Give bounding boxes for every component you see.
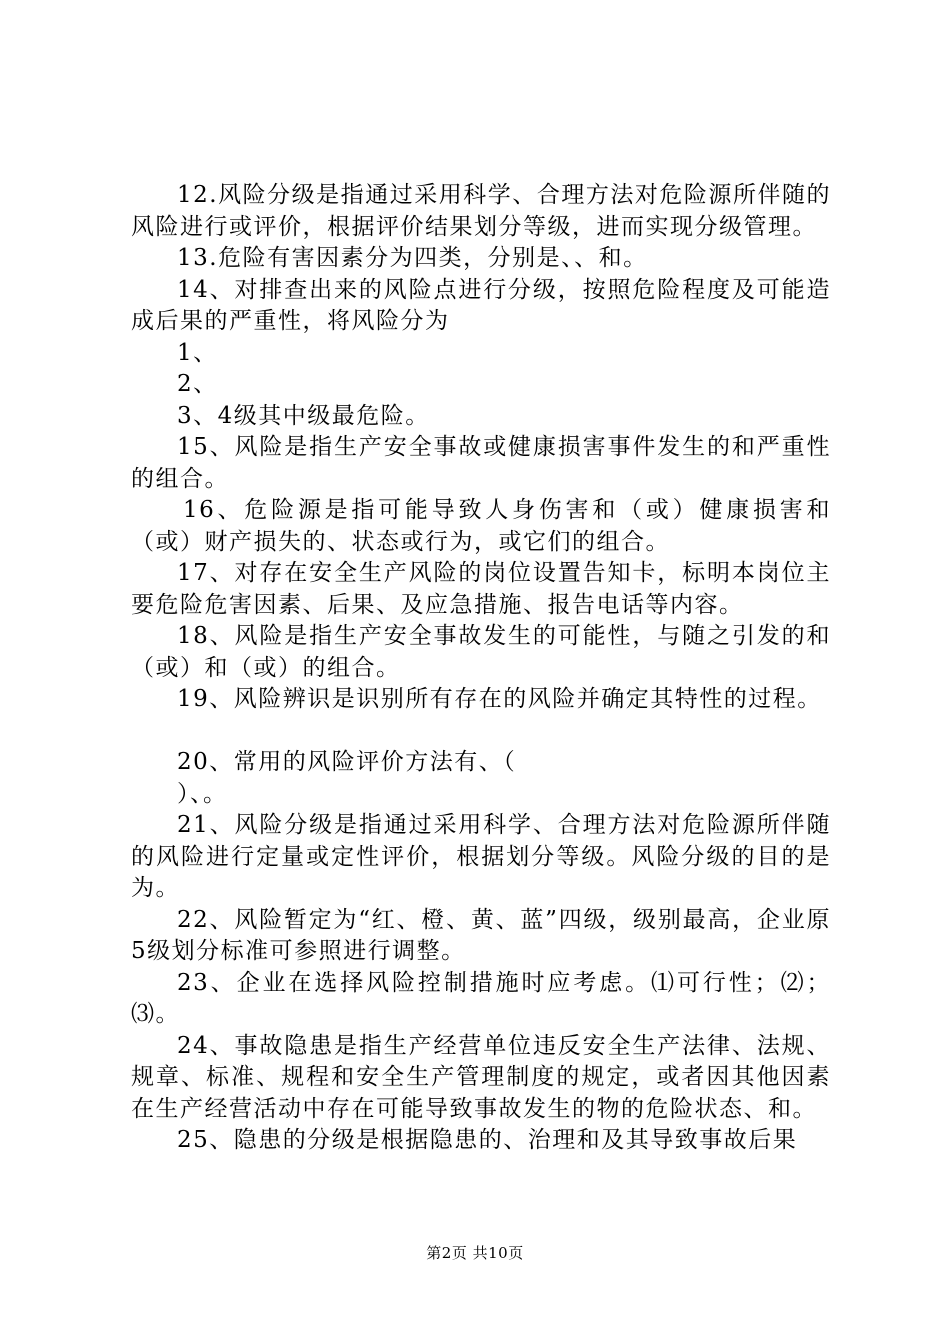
page-number-footer: 第2页 共10页 [426, 1244, 524, 1262]
paragraph-20-continued: ）、。 [177, 780, 228, 807]
paragraph-18: 18、风险是指生产安全事故发生的可能性，与随之引发的和（或）和（或）的组合。 [131, 623, 831, 681]
paragraph-25: 25、隐患的分级是根据隐患的、治理和及其导致事故后果 [177, 1127, 798, 1153]
document-body [131, 180, 831, 1157]
paragraph-14-item-1: 1、 [177, 339, 218, 366]
paragraph-14-item-2: 2、 [177, 371, 218, 397]
paragraph-12: 12.风险分级是指通过采用科学、合理方法对危险源所伴随的风险进行或评价，根据评价结果划分等级，进而实现分级管理。 [131, 182, 831, 240]
paragraph-19: 19、风险辨识是识别所有存在的风险并确定其特性的过程。 [177, 686, 822, 712]
paragraph-13: 13.危险有害因素分为四类，分别是、、和。 [177, 245, 648, 271]
paragraph-21: 21、风险分级是指通过采用科学、合理方法对危险源所伴随的风险进行定量或定性评价，根据划分等级。风险分级的目的是为。 [131, 812, 831, 901]
paragraph-24: 24、事故隐患是指生产经营单位违反安全生产法律、法规、规章、标准、规程和安全生产管理制度的规定，或者因其他因素在生产经营活动中存在可能导致事故发生的物的危险状态、和。 [131, 1032, 831, 1122]
paragraph-15: 15、风险是指生产安全事故或健康损害事件发生的和严重性的组合。 [131, 434, 831, 492]
paragraph-23: 23、企业在选择风险控制措施时应考虑。⑴可行性；⑵；⑶。 [131, 969, 831, 1027]
paragraph-16: 16、危险源是指可能导致人身伤害和（或）健康损害和（或）财产损失的、状态或行为，或它们的组合。 [131, 497, 831, 555]
paragraph-14: 14、对排查出来的风险点进行分级，按照危险程度及可能造成后果的严重性，将风险分为 [131, 276, 831, 334]
paragraph-20: 20、常用的风险评价方法有、（ [177, 749, 517, 775]
paragraph-17: 17、对存在安全生产风险的岗位设置告知卡，标明本岗位主要危险危害因素、后果、及应急措施、报告电话等内容。 [131, 560, 831, 618]
paragraph-14-item-3: 3、4级其中级最危险。 [177, 402, 430, 429]
paragraph-22: 22、风险暂定为“红、橙、黄、蓝”四级，级别最高，企业原5级划分标准可参照进行调整。 [131, 906, 831, 964]
